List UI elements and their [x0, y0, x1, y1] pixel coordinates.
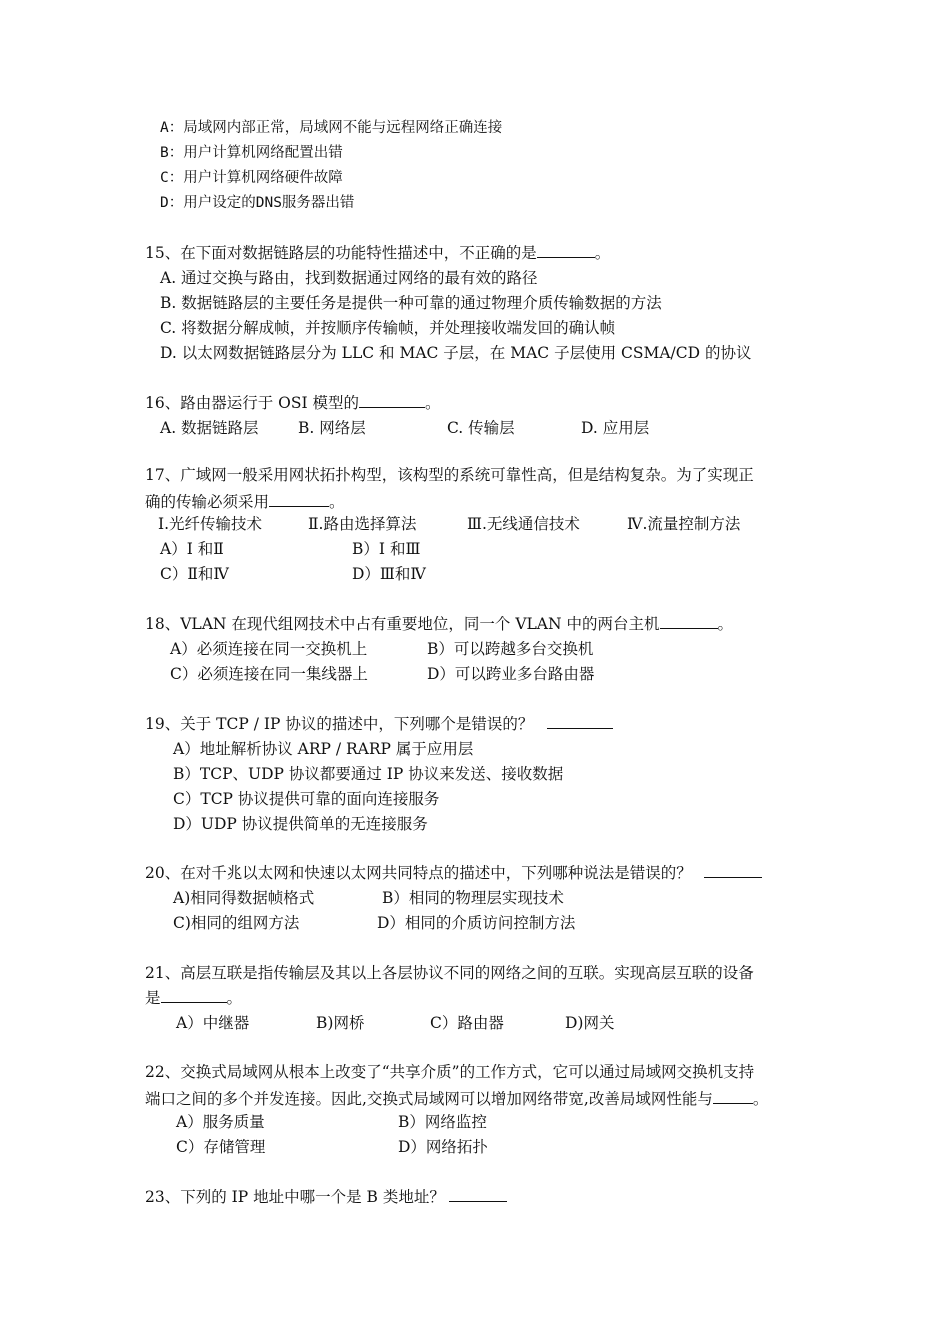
answer-blank: [269, 492, 329, 507]
q14-option-b: B：用户计算机网络配置出错: [160, 145, 343, 161]
q14-option-d: D：用户设定的DNS服务器出错: [160, 195, 355, 211]
q17-stem-line2: [145, 492, 345, 512]
answer-blank: [161, 988, 227, 1003]
q20-option-c: C)相同的组网方法: [173, 914, 300, 932]
q20-option-a: A)相同得数据帧格式: [173, 889, 315, 907]
q21-stem-line1: 21、高层互联是指传输层及其以上各层协议不同的网络之间的互联。实现高层互联的设备: [145, 964, 754, 982]
q18-option-d: D）可以跨业多台路由器: [427, 665, 595, 683]
q20-stem-text: 20、在对千兆以太网和快速以太网共同特点的描述中，下列哪种说法是错误的？: [145, 864, 692, 882]
q17-stem-text: 确的传输必须采用: [145, 493, 270, 511]
q22-stem-end: 。: [752, 1090, 769, 1108]
q22-option-c: C）存储管理: [176, 1138, 266, 1156]
q17-stem-line1: 17、广域网一般采用网状拓扑构型，该构型的系统可靠性高，但是结构复杂。为了实现正: [145, 466, 754, 484]
q19-option-b: B）TCP、UDP 协议都要通过 IP 协议来发送、接收数据: [173, 765, 564, 783]
q16-stem-text: 16、路由器运行于 OSI 模型的: [145, 394, 360, 412]
q15-option-d: D. 以太网数据链路层分为 LLC 和 MAC 子层，在 MAC 子层使用 CSMA/CD 的协议: [160, 344, 752, 362]
q16-option-a: A. 数据链路层: [160, 419, 259, 437]
q20-option-d: D）相同的介质访问控制方法: [377, 914, 576, 932]
q19-stem: [145, 714, 613, 734]
q19-stem-text: 19、关于 TCP / IP 协议的描述中，下列哪个是错误的？: [145, 715, 534, 733]
q18-stem: [145, 614, 733, 634]
q22-stem-line1: 22、交换式局域网从根本上改变了“共享介质”的工作方式，它可以通过局域网交换机支持: [145, 1063, 755, 1081]
q17-stem-end: 。: [329, 493, 345, 511]
q21-option-b: B)网桥: [316, 1014, 365, 1032]
q16-stem-end: 。: [425, 394, 441, 412]
q16-option-d: D. 应用层: [581, 419, 650, 437]
answer-blank: [449, 1187, 507, 1202]
q14-option-a: A：局域网内部正常，局域网不能与远程网络正确连接: [160, 120, 503, 136]
answer-blank: [359, 393, 425, 408]
answer-blank: [547, 714, 613, 729]
q17-item-1: I.光纤传输技术: [158, 515, 263, 533]
q15-stem-text: 15、在下面对数据链路层的功能特性描述中，不正确的是: [145, 244, 537, 262]
q18-option-c: C）必须连接在同一集线器上: [170, 665, 368, 683]
q23-stem: [145, 1187, 507, 1207]
q19-option-d: D）UDP 协议提供简单的无连接服务: [173, 815, 428, 833]
q17-item-4: Ⅳ.流量控制方法: [627, 515, 741, 533]
q16-option-c: C. 传输层: [447, 419, 515, 437]
q14-option-c: C：用户计算机网络硬件故障: [160, 170, 343, 186]
q22-option-a: A）服务质量: [176, 1113, 265, 1131]
q21-option-c: C）路由器: [430, 1014, 504, 1032]
q18-stem-end: 。: [717, 615, 734, 633]
answer-blank: [713, 1089, 753, 1104]
q15-stem-end: 。: [594, 244, 611, 262]
q17-option-d: D）Ⅲ和Ⅳ: [352, 565, 426, 583]
q19-option-a: A）地址解析协议 ARP / RARP 属于应用层: [173, 740, 474, 758]
q18-option-a: A）必须连接在同一交换机上: [170, 640, 368, 658]
q18-stem-text: 18、VLAN 在现代组网技术中占有重要地位，同一个 VLAN 中的两台主机: [145, 615, 660, 633]
q21-option-d: D)网关: [565, 1014, 615, 1032]
q22-option-b: B）网络监控: [398, 1113, 487, 1131]
q20-option-b: B）相同的物理层实现技术: [382, 889, 564, 907]
q21-stem-end: 。: [226, 989, 243, 1007]
q22-stem-text: 端口之间的多个并发连接。因此,交换式局域网可以增加网络带宽,改善局域网性能与: [145, 1090, 713, 1108]
answer-blank: [704, 863, 762, 878]
q16-option-b: B. 网络层: [298, 419, 366, 437]
q17-item-3: Ⅲ.无线通信技术: [467, 515, 580, 533]
q17-item-2: Ⅱ.路由选择算法: [308, 515, 417, 533]
q17-option-a: A）I 和Ⅱ: [160, 540, 224, 558]
q20-stem: [145, 863, 762, 883]
q15-option-a: A. 通过交换与路由，找到数据通过网络的最有效的路径: [160, 269, 538, 287]
answer-blank: [660, 614, 718, 629]
q21-stem-text: 是: [145, 989, 161, 1007]
q15-option-c: C. 将数据分解成帧，并按顺序传输帧，并处理接收端发回的确认帧: [160, 319, 616, 337]
q15-option-b: B. 数据链路层的主要任务是提供一种可靠的通过物理介质传输数据的方法: [160, 294, 662, 312]
q17-option-c: C）Ⅱ和Ⅳ: [160, 565, 229, 583]
q19-option-c: C）TCP 协议提供可靠的面向连接服务: [173, 790, 440, 808]
q22-option-d: D）网络拓扑: [398, 1138, 488, 1156]
q23-stem-text: 23、下列的 IP 地址中哪一个是 B 类地址？: [145, 1188, 445, 1206]
q21-stem-line2: [145, 988, 242, 1008]
q18-option-b: B）可以跨越多台交换机: [427, 640, 594, 658]
q21-option-a: A）中继器: [176, 1014, 250, 1032]
q15-stem: [145, 243, 610, 263]
answer-blank: [537, 243, 595, 258]
q22-stem-line2: [145, 1089, 768, 1109]
q16-stem: [145, 393, 441, 413]
q17-option-b: B）I 和Ⅲ: [352, 540, 421, 558]
